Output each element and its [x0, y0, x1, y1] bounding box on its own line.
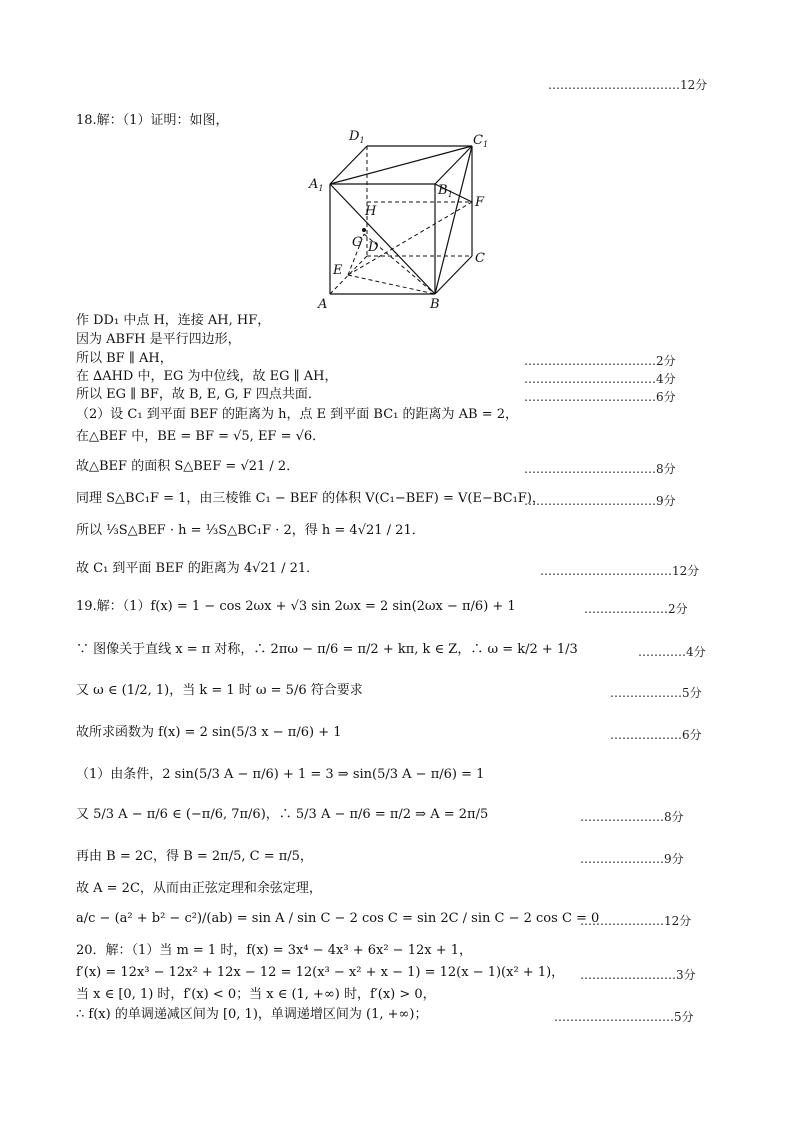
q19-line-6: 又 5/3 A − π/6 ∈ (−π/6, 7π/6)，∴ 5/3 A − π/6 = π/2 ⇒ A = 2π/5	[76, 807, 489, 822]
edge-b1-c1	[435, 146, 472, 184]
q19-line-2: ∵ 图像关于直线 x = π 对称，∴ 2πω − π/6 = π/2 + kπ, k ∈ Z，∴ ω = k/2 + 1/3	[76, 642, 578, 657]
q18-line-11: 故 C₁ 到平面 BEF 的距离为 4√21 / 21．	[76, 561, 320, 576]
q18-score-2: ……………………………2分	[524, 354, 676, 368]
q19-line-3: 又 ω ∈ (1/2, 1)，当 k = 1 时 ω = 5/6 符合要求	[76, 683, 363, 698]
q18-line-5: 所以 EG ∥ BF，故 B, E, G, F 四点共面．	[76, 387, 321, 402]
label-b1: $B_1$	[438, 183, 453, 199]
q19-line-7: 再由 B = 2C，得 B = 2π/5, C = π/5，	[76, 849, 313, 864]
cube-figure	[305, 122, 525, 312]
q18-line-7: 在△BEF 中，BE = BF = √5, EF = √6．	[76, 429, 326, 444]
q19-score-5: ………………5分	[610, 686, 702, 700]
q18-score-4: ……………………………4分	[524, 372, 676, 386]
label-h: H	[365, 204, 377, 219]
q19-line-5: （1）由条件，2 sin(5/3 A − π/6) + 1 = 3 ⇒ sin(5/3 A − π/6) = 1	[76, 767, 485, 782]
label-c1: $C_1$	[473, 133, 489, 149]
q18-line-8: 故△BEF 的面积 S△BEF = √21 / 2．	[76, 459, 300, 474]
header-score: ……………………………12分	[548, 78, 708, 92]
q20-score-3: ……………………3分	[580, 968, 696, 982]
q20-line-3: 当 x ∈ [0, 1) 时，f′(x) < 0；当 x ∈ (1, +∞) 时，f′(x) > 0，	[76, 987, 436, 1002]
q19-score-2: …………………2分	[584, 602, 688, 616]
q18-line-3: 所以 BF ∥ AH，	[76, 351, 173, 366]
edge-b-c	[435, 256, 472, 294]
q19-score-4: …………4分	[638, 645, 706, 659]
q18-score-8: ……………………………8分	[524, 462, 676, 476]
q19-line-8: 故 A = 2C，从而由正弦定理和余弦定理，	[76, 881, 322, 896]
label-c: C	[475, 251, 485, 266]
q20-line-1: 20．解：（1）当 m = 1 时，f(x) = 3x⁴ − 4x³ + 6x² − 12x + 1，	[76, 943, 472, 958]
label-g: G	[352, 235, 363, 250]
point-g	[362, 228, 366, 232]
q19-score-8: …………………8分	[580, 810, 684, 824]
label-e: E	[333, 263, 343, 278]
q18-score-12: ……………………………12分	[540, 564, 700, 578]
q18-score-9: ……………………………9分	[524, 494, 676, 508]
q19-line-9: a/c − (a² + b² − c²)/(ab) = sin A / sin C − 2 cos C = sin 2C / sin C − 2 cos C = 0	[76, 911, 600, 926]
q18-line-6: （2）设 C₁ 到平面 BEF 的距离为 h，点 E 到平面 BC₁ 的距离为 AB = 2，	[76, 407, 519, 422]
label-f: F	[475, 195, 485, 210]
hidden-e-b	[348, 275, 435, 294]
label-a: A	[318, 297, 328, 312]
q18-line-4: 在 ∆AHD 中，EG 为中位线，故 EG ∥ AH，	[76, 369, 338, 384]
q19-score-9: …………………9分	[580, 852, 684, 866]
q19-score-12: …………………12分	[580, 914, 692, 928]
seg-a1-c1	[330, 146, 472, 184]
q18-line-1: 作 DD₁ 中点 H，连接 AH, HF，	[76, 313, 271, 328]
q18-line-9: 同理 S△BC₁F = 1，由三棱锥 C₁ − BEF 的体积 V(C₁−BEF) = V(E−BC₁F)，	[76, 491, 545, 506]
q19-line-4: 故所求函数为 f(x) = 2 sin(5/3 x − π/6) + 1	[76, 725, 342, 740]
label-d1: $D_1$	[349, 129, 365, 145]
edge-a1-d1	[330, 146, 367, 184]
q18-line-10: 所以 ⅓S△BEF · h = ⅓S△BC₁F · 2，得 h = 4√21 / 21．	[76, 523, 425, 538]
q20-score-5: …………………………5分	[554, 1010, 694, 1024]
q20-line-2: f′(x) = 12x³ − 12x² + 12x − 12 = 12(x³ − x² + x − 1) = 12(x − 1)(x² + 1)，	[76, 965, 565, 980]
label-b: B	[430, 297, 440, 312]
q18-line-2: 因为 ABFH 是平行四边形，	[76, 332, 241, 347]
q18-score-6: ……………………………6分	[524, 390, 676, 404]
q19-line-1: 19.解：（1）f(x) = 1 − cos 2ωx + √3 sin 2ωx = 2 sin(2ωx − π/6) + 1	[76, 599, 516, 614]
label-d: D	[368, 240, 379, 255]
q20-line-4: ∴ f(x) 的单调递减区间为 [0, 1)，单调递增区间为 (1, +∞)；	[76, 1007, 428, 1022]
q19-score-6: ………………6分	[610, 728, 702, 742]
label-a1: $A_1$	[309, 177, 324, 193]
q18-title: 18.解：（1）证明：如图，	[76, 113, 229, 128]
